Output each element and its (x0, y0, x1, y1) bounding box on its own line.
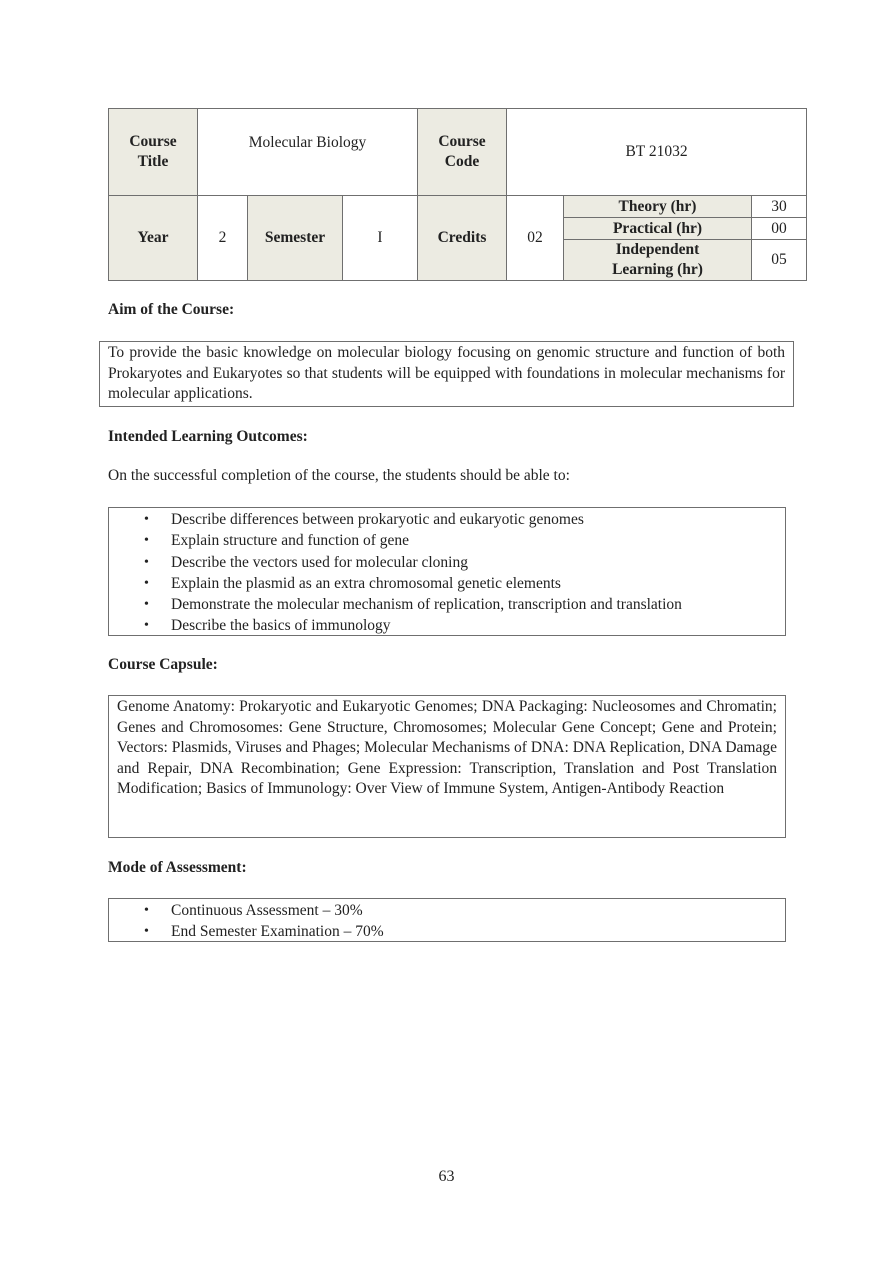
outcome-item: • Describe the basics of immunology (109, 615, 785, 636)
capsule-heading: Course Capsule: (108, 656, 218, 673)
capsule-text: Genome Anatomy: Prokaryotic and Eukaryotic Genomes; DNA Packaging: Nucleosomes and Chromatin; Genes and Chromosomes: Gene Structure, Chromosomes; Molecular Gene Concept; Gene and Protein; Vectors: Plasmids, Viruses and Phages; Molecular Mechanisms of DNA: DNA Replication, DNA Damage and Repair, DNA Recombination; Gene Expression: Transcription, Translation and Post Translation Modification; Basics of Immunology: Over View of Immune System, Antigen-Antibody Reaction (117, 698, 777, 798)
outcomes-intro: On the successful completion of the course, the students should be able to: (108, 467, 570, 484)
semester-label: Semester (248, 196, 343, 281)
outcome-item: • Demonstrate the molecular mechanism of replication, transcription and translation (109, 594, 785, 615)
capsule-box (108, 695, 786, 838)
bullet-icon: • (144, 924, 149, 940)
year-label: Year (109, 196, 198, 281)
assessment-box (108, 898, 786, 942)
outcome-item: • Describe differences between prokaryotic and eukaryotic genomes (109, 509, 785, 530)
outcome-item: • Explain the plasmid as an extra chromosomal genetic elements (109, 573, 785, 594)
assessment-list (109, 900, 785, 943)
theory-hours-label: Theory (hr) (564, 196, 752, 218)
year-value: 2 (198, 196, 248, 281)
bullet-icon: • (144, 903, 149, 918)
bullet-icon: • (144, 554, 149, 570)
practical-hours-label: Practical (hr) (564, 218, 752, 240)
course-title-label: Course Title (109, 109, 198, 196)
bullet-icon: • (144, 533, 149, 549)
assessment-item: • Continuous Assessment – 30% (109, 900, 785, 921)
outcome-item: • Explain structure and function of gene (109, 530, 785, 551)
aim-text: To provide the basic knowledge on molecular biology focusing on genomic structure and function of both Prokaryotes and Eukaryotes so that students will be equipped with foundations in molecular mechanisms for molecular applications. (108, 344, 785, 403)
outcomes-heading: Intended Learning Outcomes: (108, 428, 308, 445)
bullet-icon: • (144, 597, 149, 613)
course-code-label: Course Code (418, 109, 507, 196)
outcomes-box (108, 507, 786, 636)
semester-value: I (343, 196, 418, 281)
aim-box (99, 341, 794, 407)
independent-learning-label: Independent Learning (hr) (564, 240, 752, 281)
credits-value: 02 (507, 196, 564, 281)
bullet-icon: • (144, 512, 149, 527)
course-title-value: Molecular Biology (198, 109, 418, 196)
course-info-table (108, 108, 807, 281)
course-code-value: BT 21032 (507, 109, 807, 196)
outcomes-list (109, 509, 785, 637)
assessment-item: • End Semester Examination – 70% (109, 921, 785, 942)
independent-learning-value: 05 (752, 240, 807, 281)
outcome-item: • Describe the vectors used for molecular cloning (109, 552, 785, 573)
bullet-icon: • (144, 618, 149, 634)
page-number: 63 (438, 1168, 455, 1185)
aim-heading: Aim of the Course: (108, 301, 235, 318)
bullet-icon: • (144, 575, 149, 591)
theory-hours-value: 30 (752, 196, 807, 218)
practical-hours-value: 00 (752, 218, 807, 240)
credits-label: Credits (418, 196, 507, 281)
assessment-heading: Mode of Assessment: (108, 859, 247, 876)
